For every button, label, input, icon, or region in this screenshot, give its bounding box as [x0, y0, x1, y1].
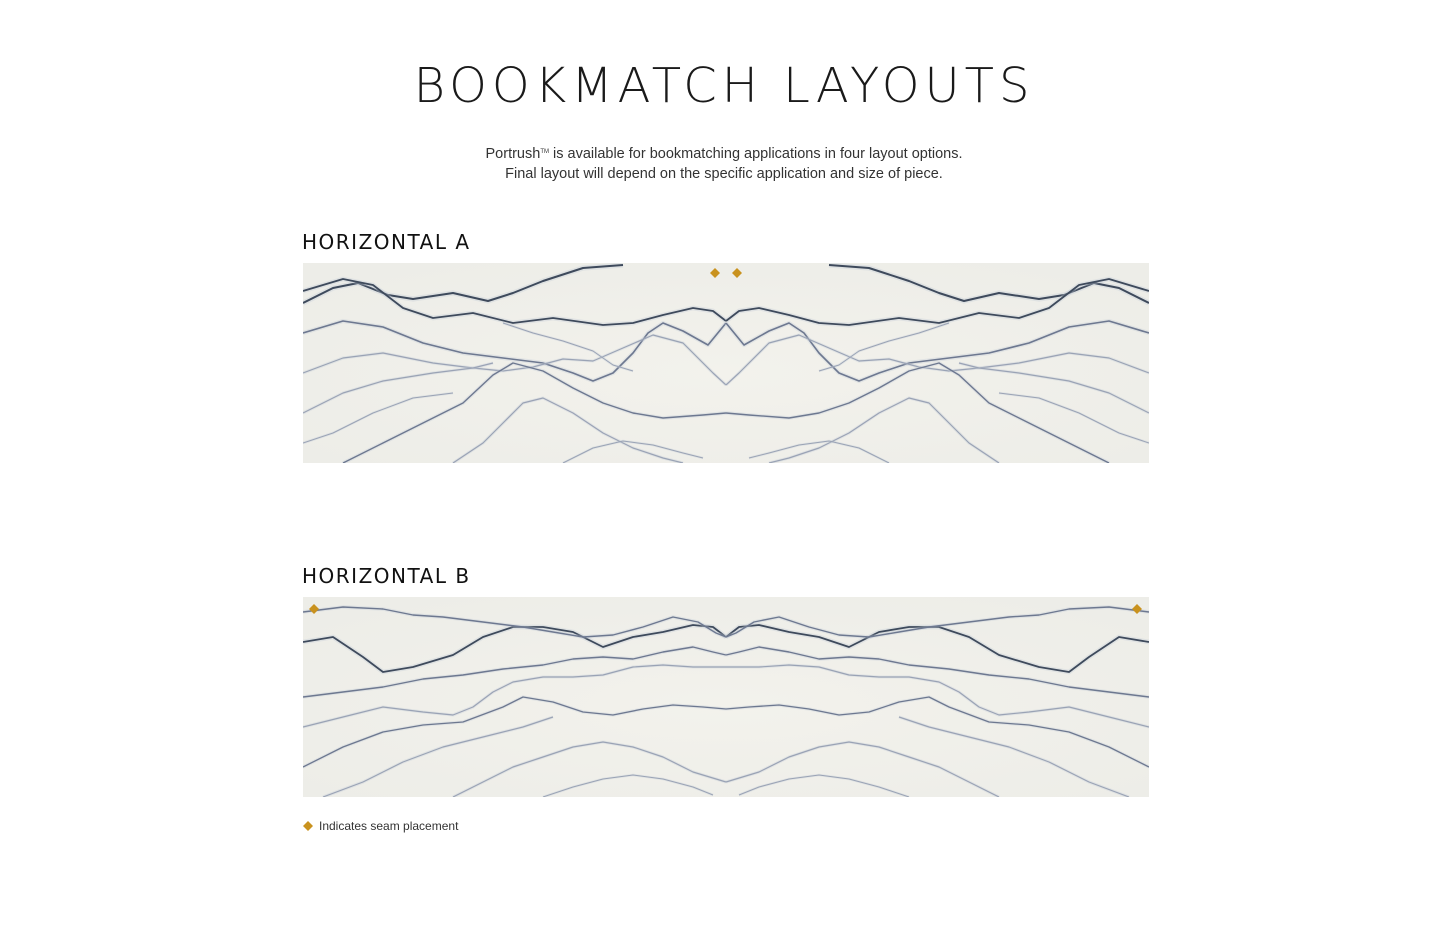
section-heading-horizontal-a: HORIZONTAL A [302, 230, 471, 254]
slab-b-background [303, 597, 1149, 797]
intro-line-1-rest: is available for bookmatching applications in four layout options. [548, 146, 963, 162]
marble-slab-a [303, 263, 1149, 463]
intro-line-1 [0, 142, 1448, 164]
legend-text: Indicates seam placement [319, 819, 459, 833]
trademark-mark: TM [540, 149, 549, 155]
slab-image-horizontal-b [303, 597, 1149, 797]
section-heading-horizontal-b: HORIZONTAL B [302, 564, 471, 588]
intro-text [0, 142, 1448, 184]
seam-legend [302, 819, 458, 833]
page-title: BOOKMATCH LAYOUTS [413, 58, 1035, 114]
diamond-icon [302, 820, 314, 832]
marble-slab-b [303, 597, 1149, 797]
slab-image-horizontal-a [303, 263, 1149, 463]
intro-line-2: Final layout will depend on the specific application and size of piece. [505, 166, 943, 182]
product-name: Portrush [485, 146, 541, 162]
